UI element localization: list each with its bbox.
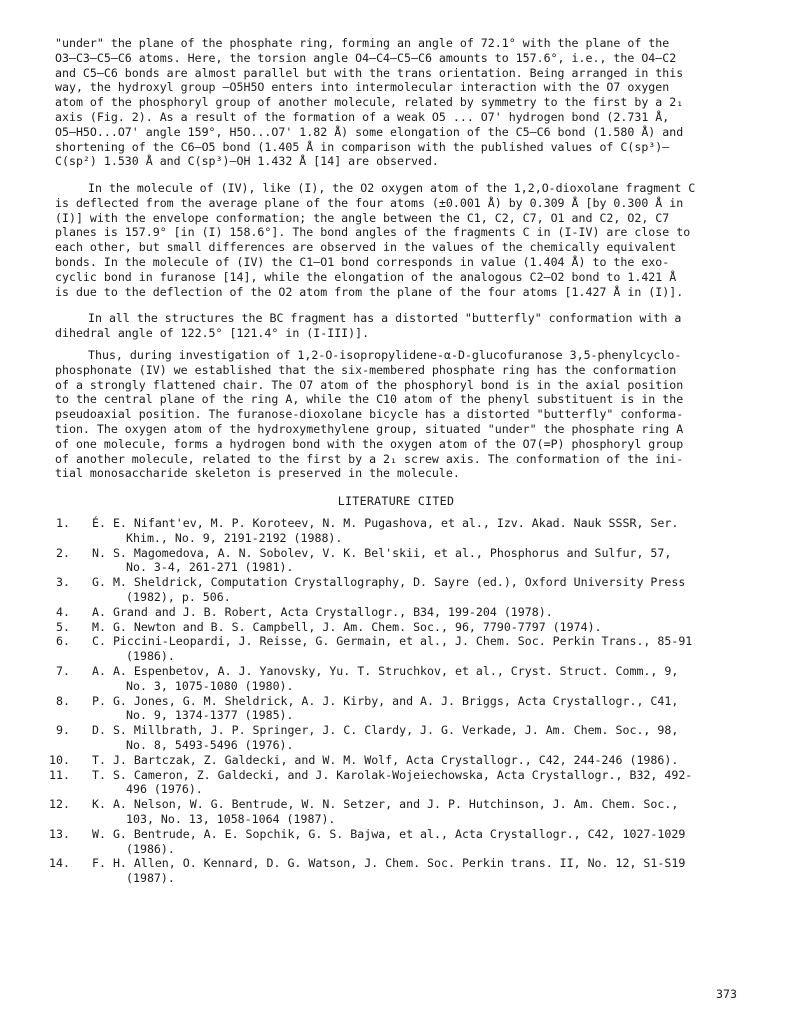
- list-item: [40, 546, 745, 576]
- text-line: (1982), p. 506.: [126, 589, 231, 604]
- text-line: P. G. Jones, G. M. Sheldrick, A. J. Kirby, and A. J. Briggs, Acta Crystallogr., C41,: [92, 693, 679, 708]
- text-line: No. 3, 1075-1080 (1980).: [126, 678, 294, 693]
- text-line: C(sp²) 1.530 Å and C(sp³)—OH 1.432 Å [14] are observed.: [55, 154, 439, 169]
- text-line: In the molecule of (IV), like (I), the O2 oxygen atom of the 1,2,O-dioxolane fragment C: [88, 181, 696, 195]
- text-line: atom of the phosphoryl group of another molecule, related by symmetry to the first by a 2₁: [55, 95, 684, 110]
- text-line: No. 3-4, 261-271 (1981).: [126, 560, 294, 575]
- reference-number: 11.: [49, 767, 70, 782]
- reference-number: 12.: [49, 797, 70, 812]
- text-line: (I)] with the envelope conformation; the angle between the C1, C2, C7, O1 and C2, O2, C7: [55, 210, 670, 225]
- text-line: C. Piccini-Leopardi, J. Reisse, G. Germain, et al., J. Chem. Soc. Perkin Trans., 85-91: [92, 634, 693, 649]
- text-line: bonds. In the molecule of (IV) the C1—O1 bond corresponds in value (1.404 Å) to the exo-: [55, 254, 670, 269]
- list-item: [40, 856, 745, 886]
- paragraph-4: [55, 348, 745, 481]
- paragraph-1: [55, 36, 745, 169]
- text-line: K. A. Nelson, W. G. Bentrude, W. N. Setzer, and J. P. Hutchinson, J. Am. Chem. Soc.,: [92, 797, 679, 812]
- text-line: (1986).: [126, 649, 175, 664]
- text-line: No. 8, 5493-5496 (1976).: [126, 737, 294, 752]
- reference-number: 5.: [56, 619, 70, 634]
- paragraph-2: [55, 181, 745, 299]
- text-line: T. S. Cameron, Z. Galdecki, and J. Karolak-Wojeiechowska, Acta Crystallogr., B32, 492-: [92, 767, 693, 782]
- text-line: M. G. Newton and B. S. Campbell, J. Am. Chem. Soc., 96, 7790-7797 (1974).: [92, 619, 602, 634]
- text-line: and C5—C6 bonds are almost parallel but with the trans orientation. Being arranged in this: [55, 65, 684, 80]
- list-item: [40, 634, 745, 664]
- text-line: each other, but small differences are observed in the values of the chemically equivalent: [55, 240, 677, 255]
- list-item: [40, 723, 745, 753]
- reference-list: [40, 516, 745, 886]
- text-line: A. Grand and J. B. Robert, Acta Crystallogr., B34, 199-204 (1978).: [92, 604, 553, 619]
- text-line: of another molecule, related to the first by a 2₁ screw axis. The conformation of the ini-: [55, 451, 684, 466]
- reference-number: 3.: [56, 575, 70, 590]
- text-line: tial monosaccharide skeleton is preserved in the molecule.: [55, 466, 460, 481]
- list-item: [40, 768, 745, 798]
- text-line: O3—C3—C5—C6 atoms. Here, the torsion angle O4—C4—C5—C6 amounts to 157.6°, i.e., the O4—C2: [55, 50, 677, 65]
- page-number: 373: [716, 987, 737, 1001]
- text-line: to the central plane of the ring A, while the C10 atom of the phenyl substituent is in the: [55, 392, 684, 407]
- text-line: N. S. Magomedova, A. N. Sobolev, V. K. Bel'skii, et al., Phosphorus and Sulfur, 57,: [92, 545, 672, 560]
- list-item: [40, 516, 745, 546]
- reference-number: 2.: [56, 545, 70, 560]
- text-line: of a strongly flattened chair. The O7 atom of the phosphoryl bond is in the axial position: [55, 377, 684, 392]
- text-line: In all the structures the BC fragment has a distorted "butterfly" conformation with a: [88, 311, 682, 325]
- reference-number: 7.: [56, 663, 70, 678]
- text-line: shortening of the C6—O5 bond (1.405 Å in comparison with the published values of C(sp³)—: [55, 139, 670, 154]
- reference-number: 6.: [56, 634, 70, 649]
- reference-number: 10.: [49, 752, 70, 767]
- reference-number: 1.: [56, 516, 70, 530]
- text-line: "under" the plane of the phosphate ring, forming an angle of 72.1° with the plane of the: [55, 36, 670, 50]
- text-line: is due to the deflection of the O2 atom from the plane of the four atoms [1.427 Å in (I)].: [55, 284, 684, 299]
- text-line: A. A. Espenbetov, A. J. Yanovsky, Yu. T. Struchkov, et al., Cryst. Struct. Comm., 9,: [92, 663, 679, 678]
- reference-number: 9.: [56, 723, 70, 738]
- list-item: [40, 620, 745, 635]
- text-line: planes is 157.9° [in (I) 158.6°]. The bond angles of the fragments C in (I-IV) are close to: [55, 225, 691, 240]
- text-line: 496 (1976).: [126, 782, 203, 797]
- reference-number: 14.: [49, 856, 70, 871]
- list-item: [40, 664, 745, 694]
- text-line: É. E. Nifant'ev, M. P. Koroteev, N. M. Pugashova, et al., Izv. Akad. Nauk SSSR, Ser.: [92, 516, 679, 530]
- text-line: No. 9, 1374-1377 (1985).: [126, 708, 294, 723]
- text-line: Thus, during investigation of 1,2-O-isopropylidene-α-D-glucofuranose 3,5-phenylcyclo-: [88, 348, 682, 362]
- text-line: tion. The oxygen atom of the hydroxymethylene group, situated "under" the phosphate ring A: [55, 421, 684, 436]
- list-item: [40, 694, 745, 724]
- text-line: G. M. Sheldrick, Computation Crystallography, D. Sayre (ed.), Oxford University Press: [92, 575, 686, 590]
- text-line: way, the hydroxyl group —O5H5O enters into intermolecular interaction with the O7 oxygen: [55, 80, 670, 95]
- list-item: [40, 753, 745, 768]
- list-item: [40, 827, 745, 857]
- text-line: axis (Fig. 2). As a result of the formation of a weak O5 ... O7' hydrogen bond (2.731 Å,: [55, 109, 670, 124]
- text-line: of one molecule, forms a hydrogen bond with the oxygen atom of the O7(=P) phosphoryl group: [55, 436, 684, 451]
- text-line: (1987).: [126, 871, 175, 886]
- paragraph-3: [55, 311, 745, 341]
- text-line: cyclic bond in furanose [14], while the elongation of the analogous C2—O2 bond to 1.421 Å: [55, 269, 677, 284]
- text-line: W. G. Bentrude, A. E. Sopchik, G. S. Bajwa, et al., Acta Crystallogr., C42, 1027-1029: [92, 826, 686, 841]
- text-line: O5—H5O...O7' angle 159°, H5O...O7' 1.82 Å) some elongation of the C5—C6 bond (1.580 Å) and: [55, 124, 684, 139]
- text-line: (1986).: [126, 841, 175, 856]
- text-line: pseudoaxial position. The furanose-dioxolane bicycle has a distorted "butterfly" conforma-: [55, 407, 684, 422]
- text-line: D. S. Millbrath, J. P. Springer, J. C. Clardy, J. G. Verkade, J. Am. Chem. Soc., 98,: [92, 723, 679, 738]
- text-line: F. H. Allen, O. Kennard, D. G. Watson, J. Chem. Soc. Perkin trans. II, No. 12, S1-S19: [92, 856, 686, 871]
- reference-number: 8.: [56, 693, 70, 708]
- section-heading: LITERATURE CITED: [337, 494, 455, 508]
- reference-number: 13.: [49, 826, 70, 841]
- list-item: [40, 575, 745, 605]
- list-item: [40, 605, 745, 620]
- text-line: T. J. Bartczak, Z. Galdecki, and W. M. Wolf, Acta Crystallogr., C42, 244-246 (1986).: [92, 752, 679, 767]
- text-line: phosphonate (IV) we established that the six-membered phosphate ring has the conformation: [55, 362, 677, 377]
- text-line: dihedral angle of 122.5° [121.4° in (I-III)].: [55, 325, 370, 340]
- text-line: is deflected from the average plane of the four atoms (±0.001 Å) by 0.309 Å [by 0.300 Å in: [55, 195, 684, 210]
- list-item: [40, 797, 745, 827]
- text-line: 103, No. 13, 1058-1064 (1987).: [126, 811, 336, 826]
- reference-number: 4.: [56, 604, 70, 619]
- text-line: Khim., No. 9, 2191-2192 (1988).: [126, 530, 343, 545]
